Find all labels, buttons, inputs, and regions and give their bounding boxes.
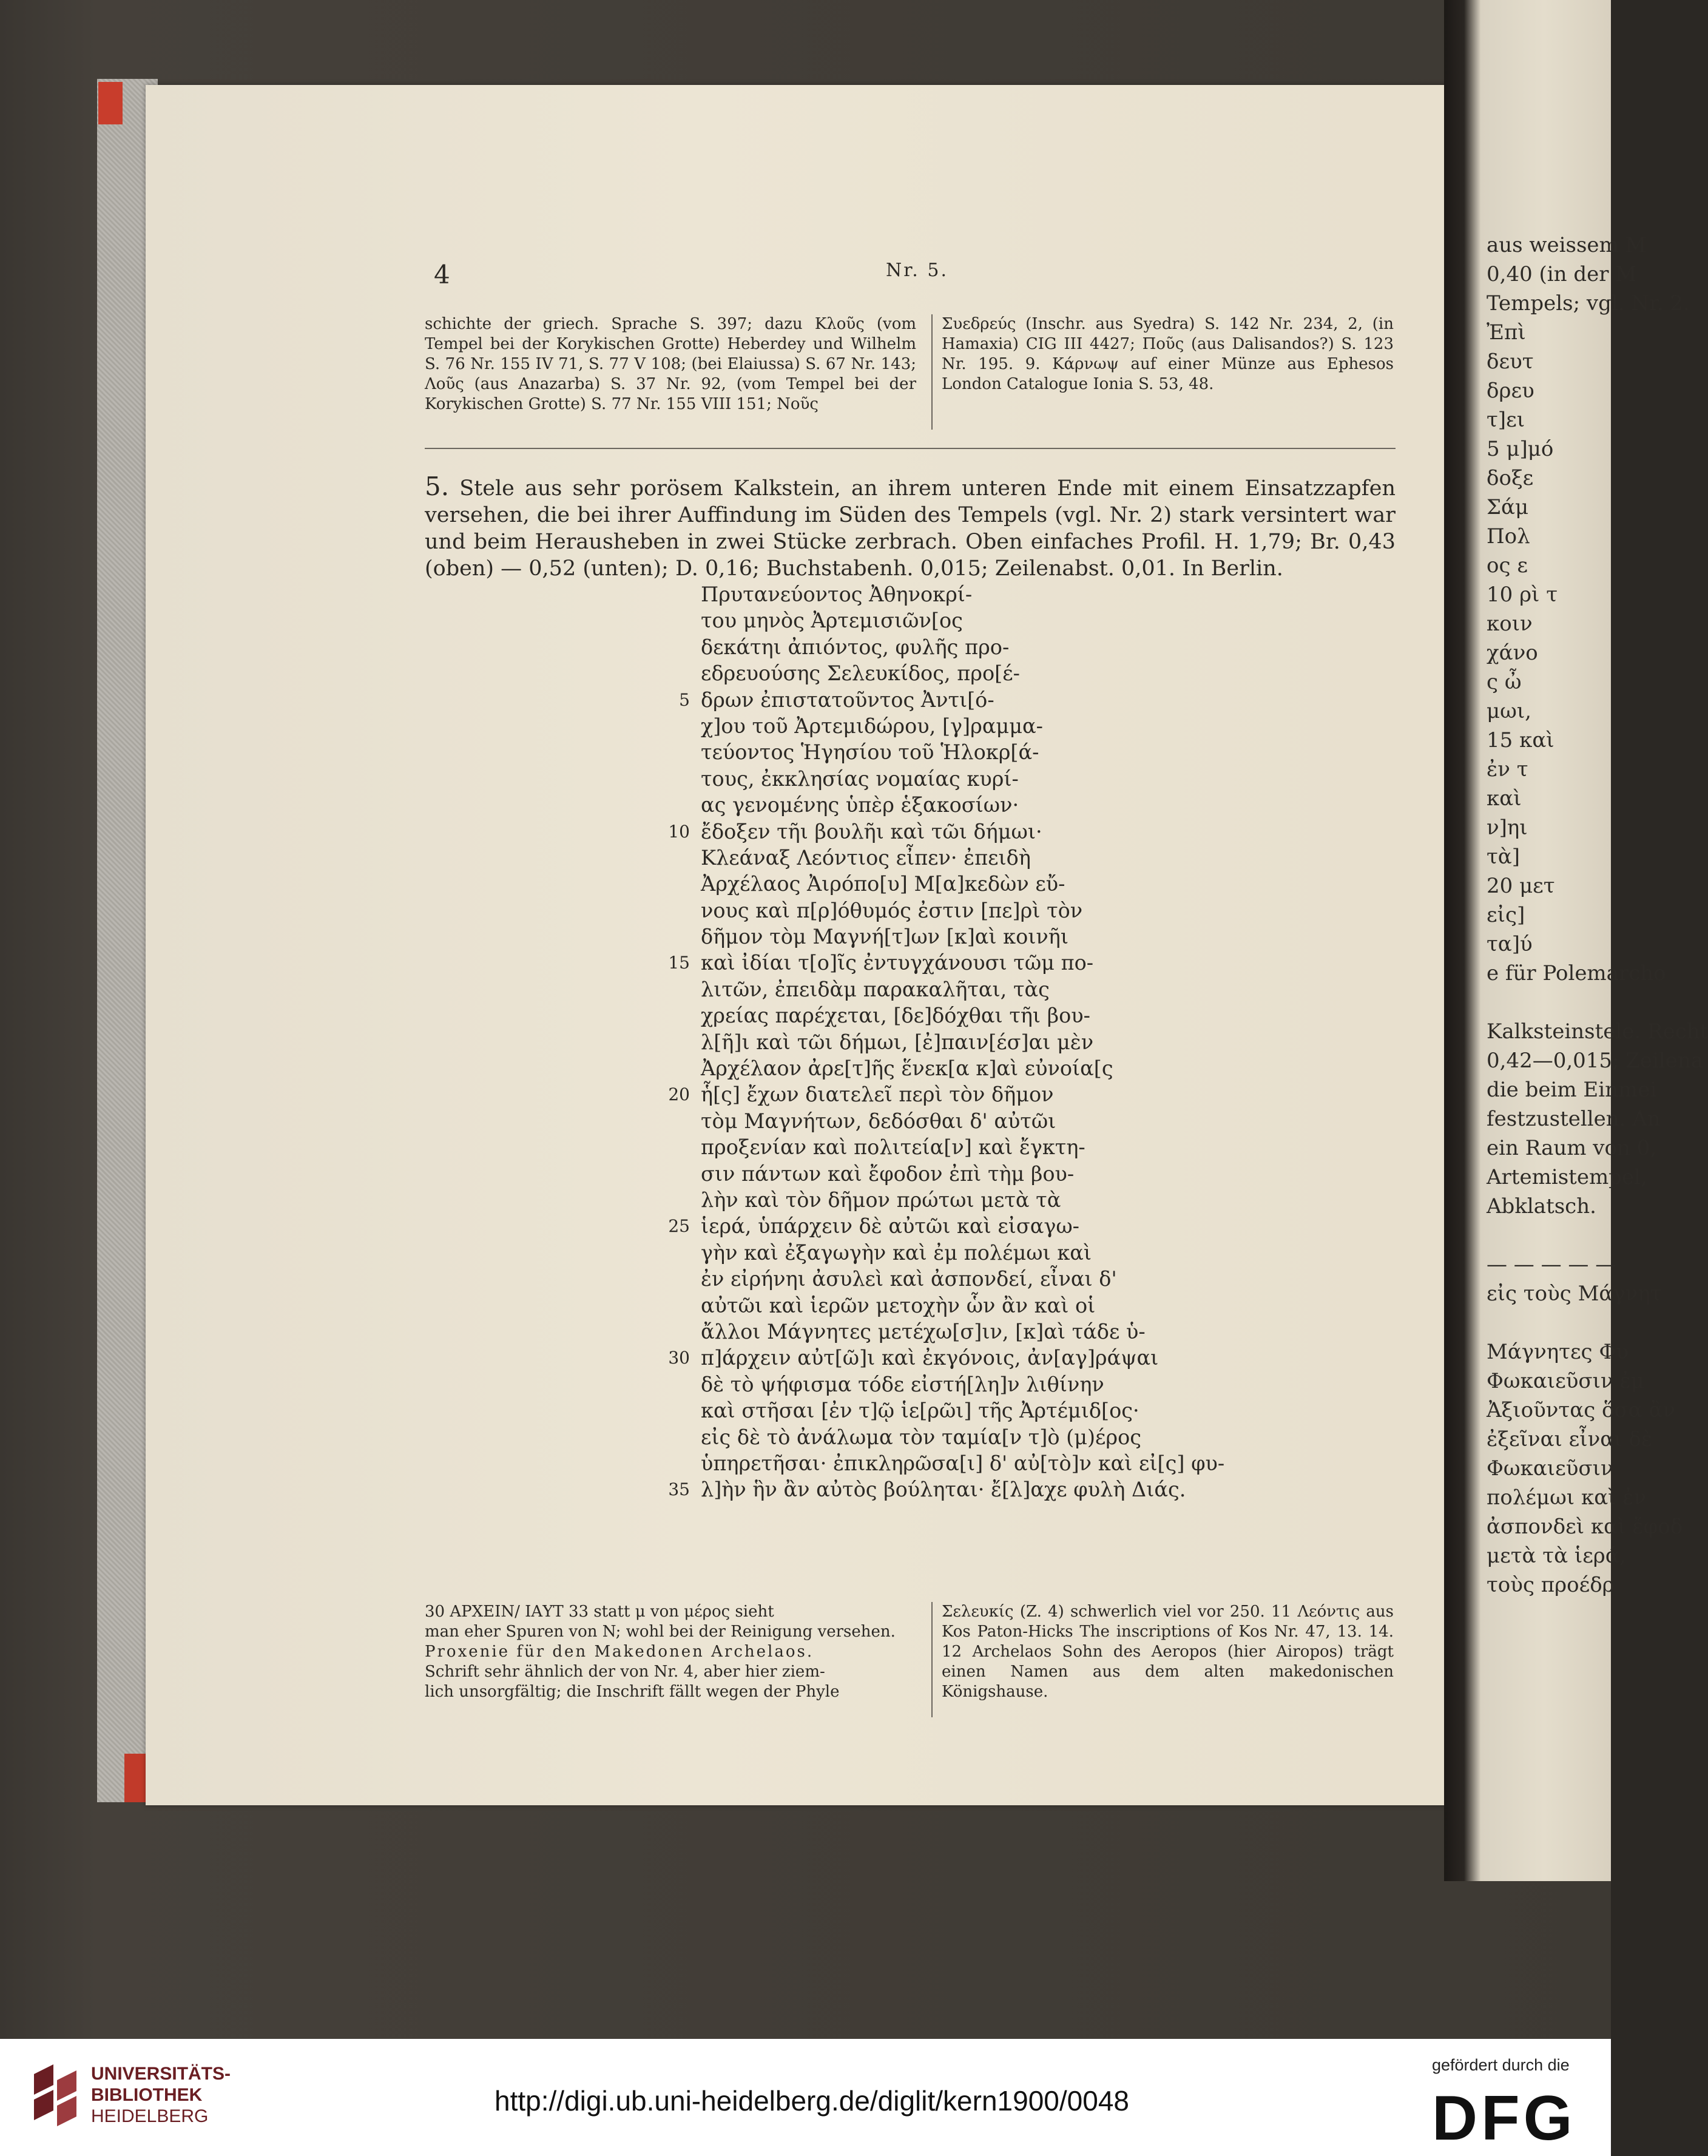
library-name-line: HEIDELBERG — [91, 2106, 209, 2126]
inscription-text: ἐν εἰρήνηι ἀσυλεὶ καὶ ἀσπονδεί, εἶναι δ' — [701, 1267, 1117, 1291]
inscription-text: τὸμ Μαγνήτων, δεδόσθαι δ' αὐτῶι — [701, 1109, 1056, 1133]
inscription-text: λιτῶν, ἐπειδὰμ παρακαλῆται, τὰς — [701, 977, 1050, 1001]
inscription-text: Κλεάναξ Λεόντιος εἶπεν· ἐπειδὴ — [701, 845, 1031, 870]
inscription-text: δῆμον τὸμ Μαγνή[τ]ων [κ]αὶ κοινῆι — [701, 925, 1068, 949]
entry-description — [425, 473, 1396, 582]
facing-page-line: Artemistempel, — [1487, 1165, 1647, 1189]
facing-page-line — [1487, 1221, 1611, 1250]
inscription-text: Ἀρχέλαος Ἀιρόπο[υ] Μ[α]κεδὼν εὔ- — [701, 872, 1065, 896]
facing-page-line: aus weissem M — [1487, 233, 1647, 257]
inscription-text: τεύοντος Ἡγησίου τοῦ Ἡλοκρ[ά- — [701, 740, 1039, 765]
footnote-top-left: schichte der griech. Sprache S. 397; dazu Κλοῦς (vom Tempel bei der Korykischen Grotte) Heberdey und Wilhelm S. 76 Nr. 155 IV 71, S. 77 V 108; (bei Elaiussa) S. 67 Nr. 143; Λοῦς (aus Anazarba) S. 37 Nr. 92, (vom Tempel bei der Korykischen Grotte) S. 77 Nr. 155 VIII 151; Νοῦς — [425, 315, 916, 413]
inscription-line — [668, 1476, 1224, 1502]
facing-page-line: τοὺς προέδρ — [1487, 1573, 1615, 1597]
facing-page-line: e für Polemarcho — [1487, 961, 1666, 985]
facing-page-line: Tempels; vgl. Nr. 2. — [1487, 291, 1690, 316]
line-number: 25 — [668, 1216, 690, 1237]
permalink[interactable]: http://digi.ub.uni-heidelberg.de/diglit/kern1900/0048 — [495, 2085, 1129, 2117]
inscription-text: ἱερά, ὑπάρχειν δὲ αὐτῶι καὶ εἰσαγω- — [701, 1214, 1080, 1239]
inscription-text: λ[ῆ]ι καὶ τῶι δήμωι, [ἐ]παιν[έσ]αι μὲν — [701, 1030, 1094, 1054]
inscription-line — [701, 1371, 1224, 1397]
facing-page-line: τ]ει — [1487, 408, 1525, 432]
inscription-text: εδρευούσης Σελευκίδος, προ[έ- — [701, 661, 1020, 686]
inscription-line — [701, 1134, 1224, 1160]
footnote-bottom-right: Σελευκίς (Z. 4) schwerlich viel vor 250. 11 Λεόντις aus Kos Paton-Hicks The inscriptions of Kos Nr. 47, 13. 14. 12 Archelaos Sohn des Aeropos (hier Airopos) trägt einen Namen aus dem alten makedonischen Königshause. — [942, 1603, 1394, 1701]
inscription-text: ας γενομένης ὑπὲρ ἑξακοσίων· — [701, 793, 1019, 817]
footnote-line: lich unsorgfältig; die Inschrift fällt wegen der Phyle — [425, 1683, 840, 1701]
inscription-text: γὴν καὶ ἐξαγωγὴν καὶ ἐμ πολέμωι καὶ — [701, 1240, 1092, 1265]
facing-page-line: 15 καὶ — [1487, 728, 1554, 752]
inscription-text: π]άρχειν αὐτ[ῶ]ι καὶ ἐκγόνοις, ἀν[αγ]ράψαι — [701, 1346, 1159, 1370]
inscription-line — [668, 1345, 1224, 1371]
facing-page-line: τὰ] — [1487, 845, 1521, 869]
inscription-line — [701, 1240, 1224, 1266]
facing-page-line: ν]ηι — [1487, 816, 1528, 840]
inscription-line — [701, 976, 1224, 1002]
inscription-line — [668, 950, 1224, 976]
facing-page-line: Abklatsch. — [1487, 1194, 1596, 1218]
inscription-line — [701, 607, 1224, 634]
inscription-text: καὶ στῆσαι [ἐν τ]ῷ ἱε[ρῶι] τῆς Ἀρτέμιδ[ος· — [701, 1399, 1139, 1423]
library-name — [91, 2063, 231, 2127]
viewer-footer — [0, 2039, 1611, 2156]
facing-page-line: δρευ — [1487, 379, 1534, 403]
page-number: 4 — [434, 260, 450, 289]
footnote-line: man eher Spuren von N; wohl bei der Reinigung versehen. — [425, 1623, 896, 1641]
inscription-line — [701, 1108, 1224, 1134]
inscription-text: λ]ὴν ἣν ἂν αὐτὸς βούληται· ἔ[λ]αχε φυλὴ Διάς. — [701, 1478, 1186, 1502]
inscription-text: δρων ἐπιστατοῦντος Ἀντι[ό- — [701, 688, 994, 712]
inscription-line — [701, 1450, 1224, 1476]
inscription-line — [701, 1002, 1224, 1029]
greek-inscription — [668, 581, 1225, 1503]
facing-page-line: μετὰ τὰ ἱερά, — [1487, 1544, 1626, 1568]
facing-page-line: μωι, — [1487, 699, 1531, 723]
facing-page-line: ein Raum von 0, — [1487, 1136, 1657, 1160]
facing-page-line — [1487, 988, 1611, 1017]
facing-page-line: festzustellen. An — [1487, 1107, 1661, 1131]
facing-page-line: Πολ — [1487, 524, 1530, 549]
library-name-line: BIBLIOTHEK — [91, 2085, 203, 2105]
facing-page-line: Kalksteinstele. Recht — [1487, 1019, 1708, 1044]
facing-page-line: ς ὦ — [1487, 670, 1522, 694]
footnote-top-right: Συεδρεύς (Inschr. aus Syedra) S. 142 Nr. 234, 2, (in Hamaxia) CIG III 4427; Πoῦς (aus Dalisandos?) S. 123 Nr. 195. 9. Κάρνωψ auf einer Münze aus Ephesos London Catalogue Ionia S. 53, 48. — [942, 315, 1394, 393]
inscription-line — [701, 1266, 1224, 1292]
inscription-line — [701, 924, 1224, 950]
facing-page-line: δοξε — [1487, 466, 1534, 490]
inscription-text: νους καὶ π[ρ]όθυμός ἐστιν [πε]ρὶ τὸν — [701, 898, 1083, 922]
inscription-text: ἧ[ς] ἔχων διατελεῖ περὶ τὸν δῆμον — [701, 1083, 1054, 1107]
inscription-text: δὲ τὸ ψήφισμα τόδε εἰστή[λη]ν λιθίνην — [701, 1372, 1104, 1396]
inscription-text: ἄλλοι Μάγνητες μετέχω[σ]ιν, [κ]αὶ τάδε ὑ- — [701, 1319, 1146, 1343]
footnote-bottom-left — [425, 1602, 934, 1702]
facing-page-text — [1487, 231, 1708, 1600]
facing-page-line: 20 μετ — [1487, 874, 1555, 898]
inscription-text: Ἀρχέλαον ἀρε[τ]ῆς ἕνεκ[α κ]αὶ εὐνοία[ς — [701, 1056, 1113, 1081]
inscription-text: αὐτῶι καὶ ἱερῶν μετοχὴν ὧν ἂν καὶ οἱ — [701, 1293, 1096, 1317]
horizontal-rule — [425, 448, 1396, 449]
footnote-line: 30 ΑΡΧΕΙΝ/ ΙΑΥΤ 33 statt μ von μέρος sieht — [425, 1603, 774, 1621]
inscription-line — [668, 1213, 1224, 1239]
footnote-line: Schrift sehr ähnlich der von Nr. 4, aber hier ziem- — [425, 1663, 825, 1681]
column-divider — [931, 1602, 933, 1717]
university-library-logo-icon — [29, 2062, 81, 2130]
inscription-line — [701, 792, 1224, 818]
facing-page-line: die beim Einmei — [1487, 1078, 1657, 1102]
inscription-line — [701, 1293, 1224, 1319]
line-number: 10 — [668, 821, 690, 842]
facing-page-line: Σάμ — [1487, 495, 1529, 519]
inscription-line — [701, 1029, 1224, 1055]
footnote-line: Proxenie für den Makedonen Archelaos. — [425, 1643, 814, 1661]
inscription-line — [701, 1424, 1224, 1450]
inscription-text: λὴν καὶ τὸν δῆμον πρώτωι μετὰ τὰ — [701, 1188, 1061, 1212]
inscription-text: χρείας παρέχεται, [δε]δόχθαι τῆι βου- — [701, 1004, 1090, 1028]
facing-page-line: χάνο — [1487, 641, 1538, 665]
inscription-line — [679, 687, 1224, 713]
line-number: 15 — [668, 953, 690, 973]
inscription-line — [701, 1187, 1224, 1213]
facing-page-line: 0,42—0,015; Zeilena — [1487, 1049, 1704, 1073]
entry-number: 5. — [425, 471, 450, 501]
facing-page-line: 0,40 (in der M — [1487, 262, 1637, 286]
facing-page-line: Φωκαιεῦσιν — [1487, 1456, 1613, 1481]
facing-page-line: εἰς τοὺς Μάγνητ — [1487, 1282, 1662, 1306]
inscription-text: σιν πάντων καὶ ἔφοδον ἐπὶ τὴμ βου- — [701, 1161, 1075, 1186]
inscription-line — [668, 819, 1224, 845]
line-number: 30 — [668, 1348, 690, 1368]
facing-page-line: ἐν τ — [1487, 757, 1528, 782]
inscription-text: ὑπηρετῆσαι· ἐπικληρῶσα[ι] δ' αὐ[τὸ]ν καὶ εἰ[ς] φυ- — [701, 1451, 1225, 1475]
facing-page-line: ος ε — [1487, 553, 1528, 578]
entry-text: Stele aus sehr porösem Kalkstein, an ihrem unteren Ende mit einem Einsatzzapfen versehen, die bei ihrer Auffindung im Süden des Tempels (vgl. Nr. 2) stark versintert war und beim Herausheben in zwei Stücke zerbrach. Oben einfaches Profil. H. 1,79; Br. 0,43 (oben) — 0,52 (unten); D. 0,16; Buchstabenh. 0,015; Zeilenabst. 0,01. In Berlin. — [425, 476, 1396, 581]
facing-page-line: ἐξεῖναι εἶναι δὲ — [1487, 1427, 1653, 1451]
inscription-text: ἔδοξεν τῆι βουλῆι καὶ τῶι δήμωι· — [701, 819, 1042, 843]
facing-page-line: τα]ύ — [1487, 932, 1533, 956]
inscription-text: Πρυτανεύοντος Ἀθηνοκρί- — [701, 583, 973, 606]
funded-by-label: gefördert durch die — [1432, 2056, 1570, 2074]
inscription-line — [701, 871, 1224, 897]
facing-page-line: εἰς] — [1487, 903, 1525, 927]
line-number: 20 — [668, 1084, 690, 1105]
inscription-line — [701, 1319, 1224, 1345]
inscription-line — [701, 766, 1224, 792]
inscription-text: τους, ἐκκλησίας νομαίας κυρί- — [701, 766, 1019, 791]
inscription-line — [668, 1081, 1224, 1107]
facing-page-line: Φωκαιεῦσιν ἐμ — [1487, 1369, 1644, 1393]
facing-page-line: πολέμωι καὶ ἐν — [1487, 1485, 1647, 1510]
inscription-text: του μηνὸς Ἀρτεμισιῶν[ος — [701, 609, 963, 633]
inscription-text: προξενίαν καὶ πολιτεία[ν] καὶ ἔγκτη- — [701, 1135, 1085, 1160]
column-divider — [931, 314, 933, 430]
facing-page-line: 10 ρὶ τ — [1487, 583, 1558, 607]
facing-page-line: 5 μ]μό — [1487, 437, 1554, 461]
inscription-line — [701, 581, 1224, 607]
inscription-text: χ]ου τοῦ Ἀρτεμιδώρου, [γ]ραμμα- — [701, 714, 1043, 738]
facing-page-line: Μάγνητες Φυ — [1487, 1340, 1629, 1364]
dfg-logo: DFG — [1432, 2083, 1576, 2154]
facing-page-line: Ἐπὶ — [1487, 320, 1526, 345]
inscription-line — [701, 660, 1224, 686]
facing-page-line: Ἀξιοῦντας ὅσα ἂν — [1487, 1398, 1676, 1422]
facing-page-line: καὶ — [1487, 786, 1522, 811]
facing-page-line: δευτ — [1487, 350, 1534, 374]
running-header: Nr. 5. — [886, 260, 948, 281]
inscription-line — [701, 1161, 1224, 1187]
inscription-line — [701, 713, 1224, 739]
library-name-line: UNIVERSITÄTS- — [91, 2064, 231, 2084]
line-number: 35 — [668, 1479, 690, 1500]
inscription-text: καὶ ἰδίαι τ[ο]ῖς ἐντυγχάνουσι τῶμ πο- — [701, 951, 1094, 975]
inscription-text: εἰς δὲ τὸ ἀνάλωμα τὸν ταμία[ν τ]ὸ (μ)έρος — [701, 1425, 1142, 1449]
inscription-line — [701, 1055, 1224, 1081]
inscription-line — [701, 1397, 1224, 1424]
inscription-line — [701, 634, 1224, 660]
facing-page-line: — — — — — — [1487, 1252, 1616, 1277]
facing-page-line: ἀσπονδεὶ καὶ ἔφοδ — [1487, 1515, 1683, 1539]
facing-page-line: κοιν — [1487, 612, 1533, 636]
inscription-line — [701, 845, 1224, 871]
line-number: 5 — [679, 689, 690, 710]
inscription-line — [701, 739, 1224, 765]
inscription-line — [701, 897, 1224, 924]
inscription-text: δεκάτηι ἀπιόντος, φυλῆς προ- — [701, 635, 1010, 659]
facing-page-line — [1487, 1308, 1611, 1337]
red-cover-corner-top — [98, 82, 123, 124]
